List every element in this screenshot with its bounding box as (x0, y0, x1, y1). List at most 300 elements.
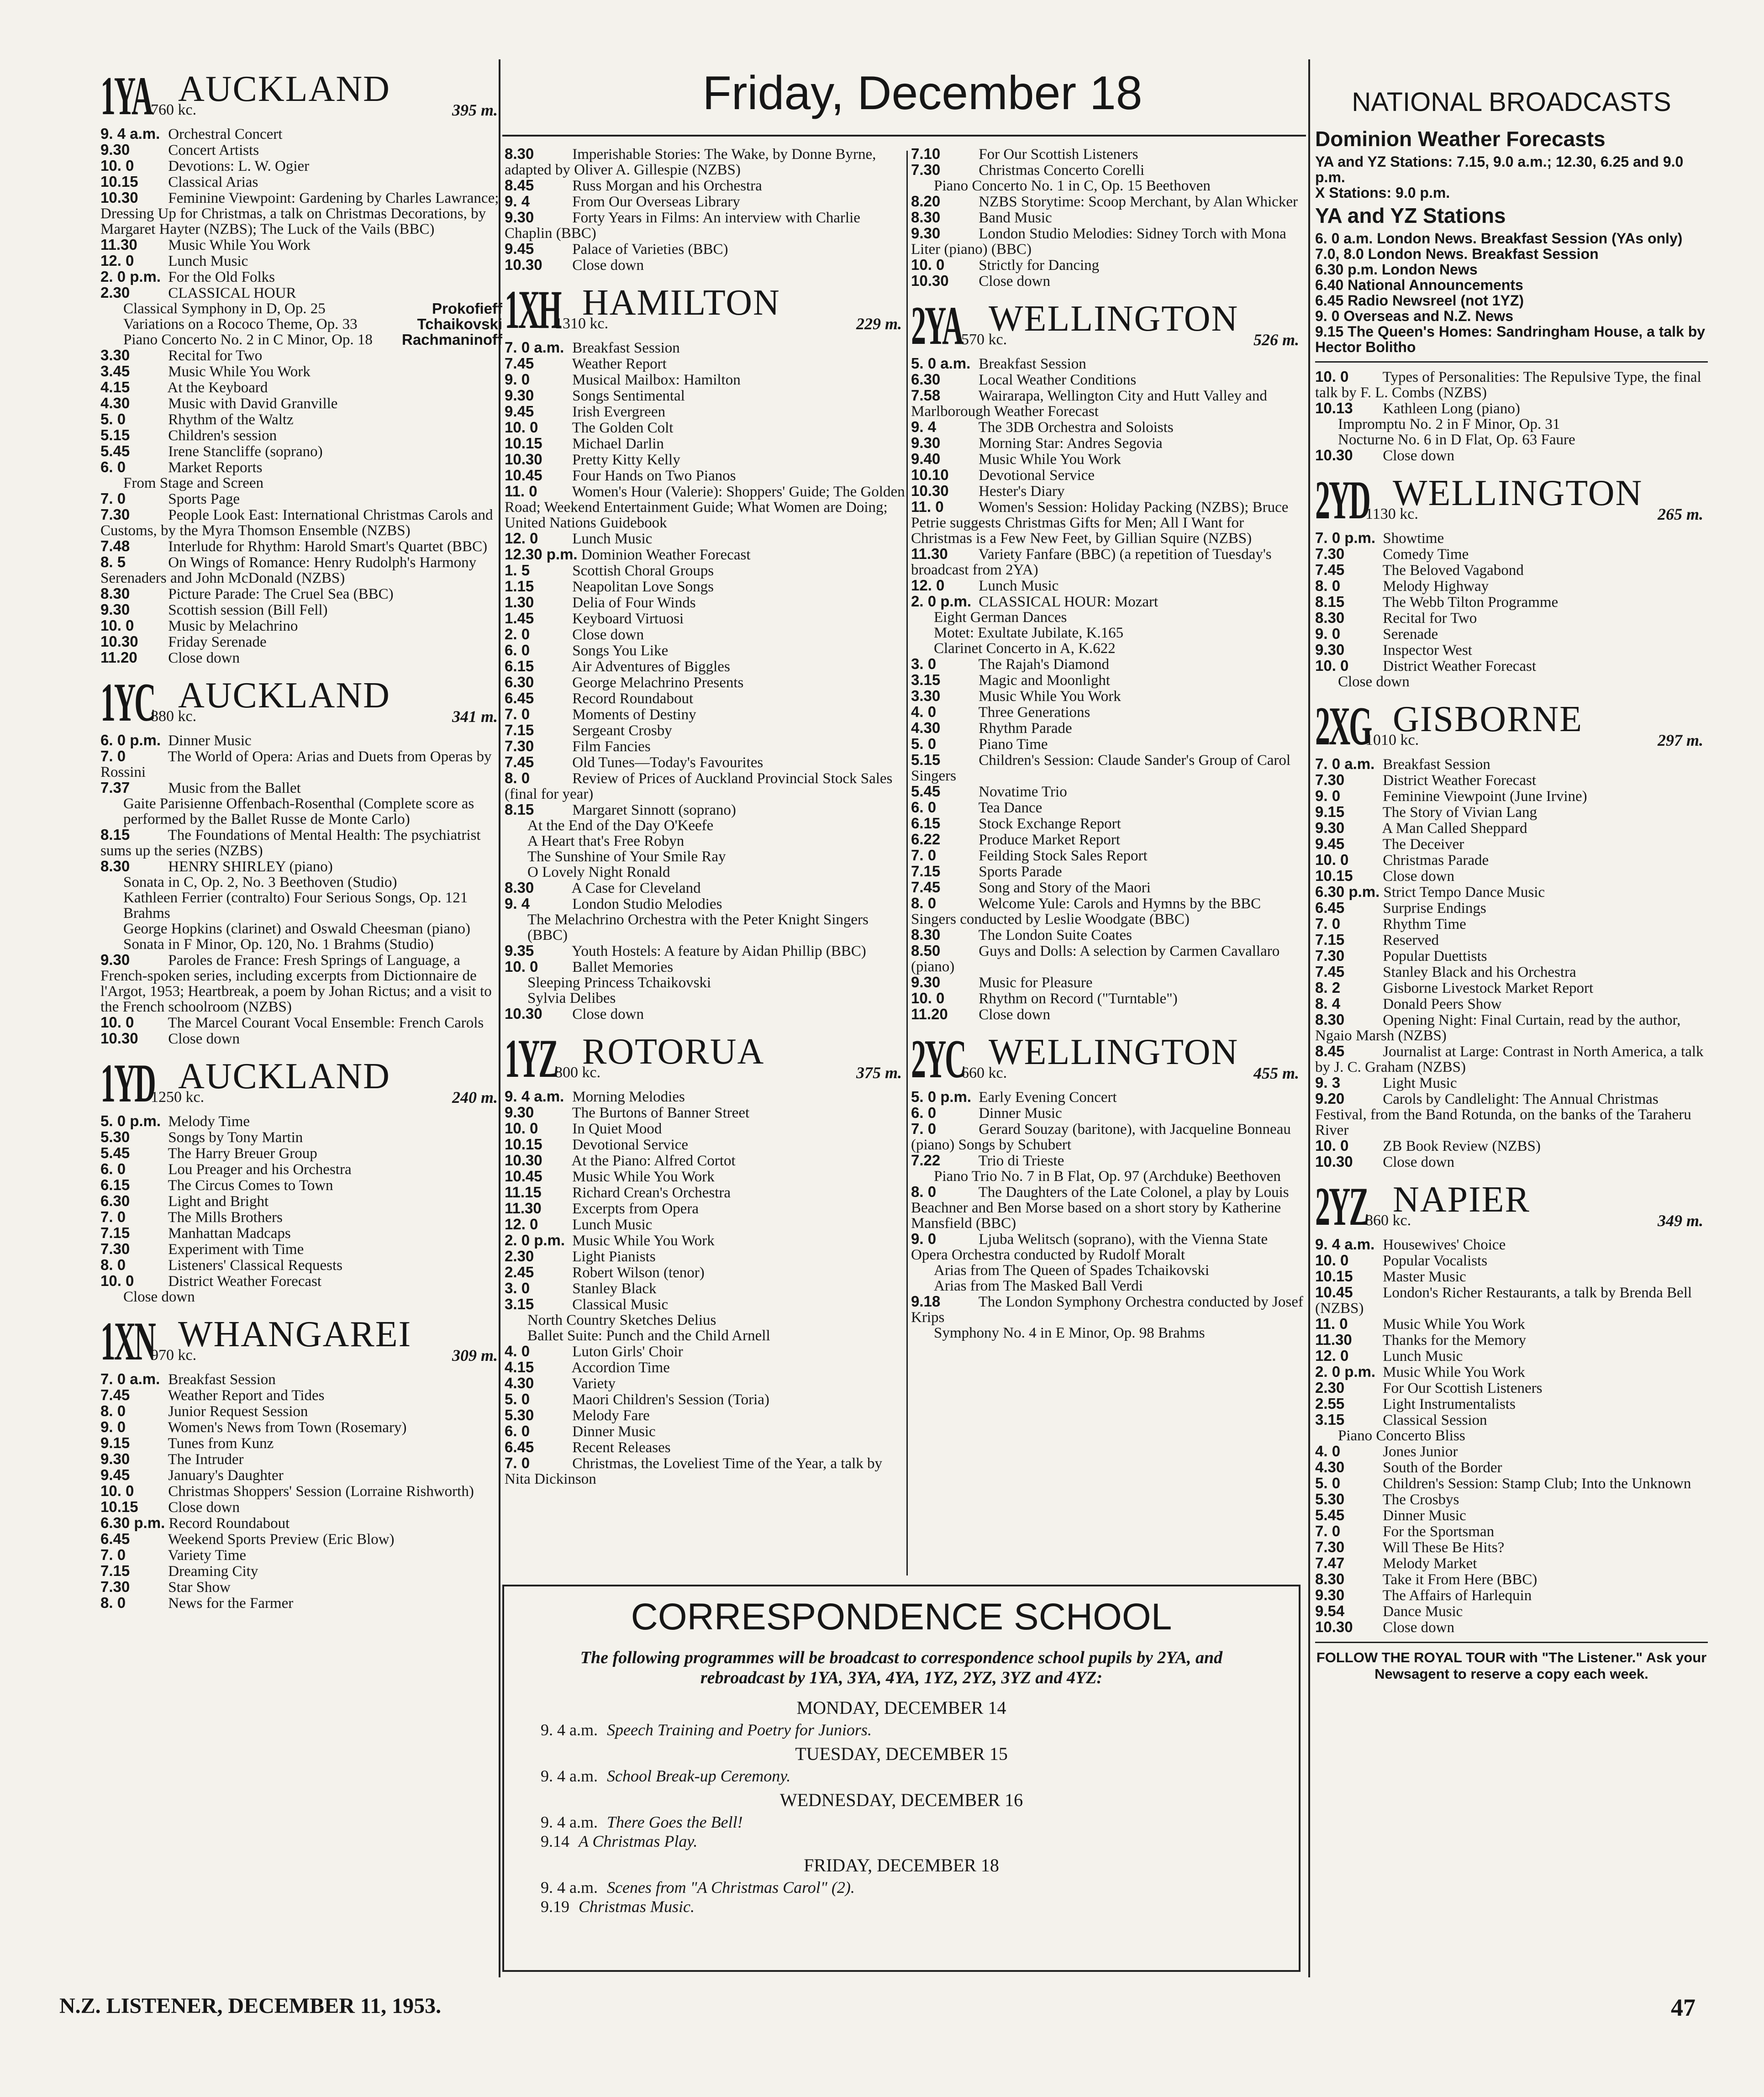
programme-title: Guys and Dolls: A selection by Carmen Cavallaro (piano) (911, 943, 1280, 975)
programme-item (1315, 804, 1708, 820)
programme-item (1315, 1459, 1708, 1475)
programme-item (505, 1249, 906, 1265)
programme-time: 9.30 (1315, 641, 1345, 658)
programme-item (100, 1209, 502, 1225)
programme-time: 9.20 (1315, 1090, 1345, 1107)
programme-item (911, 672, 1304, 688)
programme-time: 10.15 (100, 173, 138, 190)
programme-item (1315, 1380, 1708, 1396)
programme-time: 10.15 (100, 1498, 138, 1515)
programme-time: 7. 0 a.m. (1315, 755, 1375, 772)
station-call-sign: 1YD (100, 1053, 155, 1113)
column-2 (505, 146, 906, 1487)
weather-heading: Dominion Weather Forecasts (1315, 127, 1606, 151)
programme-item (505, 1006, 906, 1022)
station-wavelength: 395 m. (452, 101, 498, 119)
programme-time: 5. 0 p.m. (100, 1112, 161, 1129)
programme-item (100, 748, 502, 780)
cs-time: 9. 4 a.m. (541, 1721, 598, 1739)
programme-title: Children's Session: Stamp Club; Into the Unknown (1379, 1475, 1691, 1492)
programme-title: Friday Serenade (164, 634, 267, 650)
station-header (100, 1053, 502, 1113)
programme-item (911, 1105, 1304, 1121)
programme-title: Breakfast Session (164, 1371, 276, 1388)
programme-item (505, 388, 906, 404)
programme-title: Nocturne No. 6 in D Flat, Op. 63 Faure (1338, 432, 1575, 448)
programme-item (1315, 1285, 1708, 1316)
programme-title: Band Music (975, 210, 1052, 226)
programme-item (100, 1531, 502, 1547)
programme-title: The World of Opera: Arias and Duets from Operas by Rossini (100, 748, 492, 780)
programme-time: 10. 0 (505, 419, 538, 436)
column-1 (100, 59, 502, 1611)
programme-title: Trio di Trieste (975, 1153, 1064, 1169)
programme-title: Music for Pleasure (975, 975, 1093, 991)
programme-item (505, 1423, 906, 1439)
programme-item (911, 832, 1304, 848)
programme-title: Carols by Candlelight: The Annual Christmas Festival, from the Band Rotunda, on the banks of the Taraheru River (1315, 1091, 1691, 1138)
programme-time: 9. 4 a.m. (1315, 1236, 1375, 1253)
programme-time: 6. 0 p.m. (100, 732, 161, 748)
programme-title: Strictly for Dancing (975, 257, 1100, 274)
station-name: WELLINGTON (1393, 473, 1643, 513)
station-name: AUCKLAND (178, 69, 390, 109)
programme-title: Wairarapa, Wellington City and Hutt Valley and Marlborough Weather Forecast (911, 388, 1267, 420)
programme-title: NZBS Storytime: Scoop Merchant, by Alan Whicker (975, 194, 1298, 210)
programme-time: 8.15 (1315, 593, 1345, 610)
programme-title: Rhythm Parade (975, 720, 1072, 737)
programme-title: Rhythm on Record ("Turntable") (975, 991, 1178, 1007)
programme-item (1315, 948, 1708, 964)
cs-item (541, 1812, 1299, 1832)
programme-item (1315, 610, 1708, 626)
programme-title: The Deceiver (1379, 836, 1464, 853)
programme-item (505, 420, 906, 436)
programme-title: Lunch Music (975, 578, 1059, 594)
programme-item (911, 210, 1304, 226)
programme-item (505, 194, 906, 210)
programme-time: 8. 5 (100, 553, 126, 570)
programme-time: 10. 0 (1315, 851, 1349, 868)
programme-title: Will These Be Hits? (1379, 1539, 1505, 1556)
programme-item (505, 1105, 906, 1121)
programme-title: Donald Peers Show (1379, 996, 1502, 1012)
programme-title: Christmas, the Loveliest Time of the Year, a talk by Nita Dickinson (505, 1455, 883, 1487)
programme-item (505, 864, 906, 880)
programme-title: The Marcel Courant Vocal Ensemble: French Carols (164, 1015, 484, 1031)
programme-time: 6.30 (100, 1192, 130, 1209)
programme-time: 6.45 (100, 1530, 130, 1547)
programme-item (505, 674, 906, 690)
programme-title: Symphony No. 4 in E Minor, Op. 98 Brahms (934, 1325, 1205, 1341)
programme-item (1315, 369, 1708, 400)
programme-time: 10.10 (911, 466, 949, 483)
programme-item (100, 364, 502, 379)
programme-title: Women's News from Town (Rosemary) (164, 1419, 407, 1436)
programme-title: Melody Time (164, 1113, 250, 1130)
programme-title: Christmas Shoppers' Session (Lorraine Rishworth) (164, 1483, 474, 1500)
programme-title: Junior Request Session (164, 1403, 308, 1420)
programme-item (911, 146, 1304, 162)
programme-time: 2.30 (1315, 1379, 1345, 1396)
programme-time: 7.15 (1315, 931, 1345, 948)
programme-item (911, 927, 1304, 943)
programme-time: 7.30 (1315, 947, 1345, 964)
programme-item (100, 1015, 502, 1031)
station-header (1315, 1176, 1708, 1237)
programme-item (911, 1169, 1304, 1184)
programme-time: 9.45 (505, 403, 534, 420)
work-title: Classical Symphony in D, Op. 25 (123, 300, 326, 317)
programme-time: 5.45 (911, 783, 941, 800)
programme-title: Music While You Work (975, 451, 1121, 468)
programme-title: Devotional Service (975, 467, 1095, 484)
programme-item (505, 1265, 906, 1280)
programme-title: Breakfast Session (975, 356, 1086, 372)
programme-item (100, 379, 502, 395)
programme-item (505, 404, 906, 420)
programme-time: 11. 0 (1315, 1315, 1348, 1332)
programme-time: 8.15 (505, 801, 534, 818)
programme-title: Manhattan Madcaps (164, 1225, 291, 1242)
programme-time: 10.30 (505, 1152, 542, 1169)
programme-item (911, 273, 1304, 289)
programme-time: 8.50 (911, 942, 941, 959)
programme-time: 8.20 (911, 193, 941, 210)
programme-title: Close down (1338, 674, 1410, 690)
programme-time: 7.10 (911, 145, 941, 162)
programme-time: 7.30 (100, 1240, 130, 1257)
programme-item (911, 578, 1304, 594)
programme-item (911, 388, 1304, 419)
programme-title: Margaret Sinnott (soprano) (569, 802, 736, 818)
programme-time: 9.30 (911, 225, 941, 242)
programme-title: On Wings of Romance: Henry Rudolph's Harmony Serenaders and John McDonald (NZBS) (100, 554, 477, 586)
programme-title: Three Generations (975, 704, 1090, 721)
programme-time: 7.48 (100, 537, 130, 554)
programme-title: Arias from The Masked Ball Verdi (934, 1278, 1143, 1294)
station-call-sign: 1YZ (505, 1028, 557, 1089)
programme-title: Palace of Varieties (BBC) (569, 241, 728, 258)
national-item: 6.30 p.m. London News (1315, 261, 1478, 278)
programme-item (505, 943, 906, 959)
programme-item (100, 1547, 502, 1563)
programme-time: 10. 0 (100, 157, 134, 174)
programme-item (505, 468, 906, 484)
programme-item (1315, 578, 1708, 594)
station-name: WHANGAREI (178, 1314, 412, 1354)
programme-item (100, 732, 502, 748)
programme-item (911, 483, 1304, 499)
station-wavelength: 341 m. (452, 707, 498, 726)
programme-time: 9.54 (1315, 1602, 1345, 1619)
programme-title: At the Keyboard (164, 379, 268, 396)
programme-item (1315, 1043, 1708, 1075)
programme-item (911, 800, 1304, 816)
station-call-sign: 2YZ (1315, 1176, 1368, 1237)
programme-time: 7.45 (1315, 561, 1345, 578)
column-3 (911, 146, 1304, 1341)
composer: Prokofieff (432, 300, 502, 317)
column-4 (1315, 68, 1708, 1682)
station-wavelength: 526 m. (1253, 331, 1299, 349)
programme-time: 10.30 (1315, 1618, 1353, 1635)
programme-time: 9.45 (505, 240, 534, 257)
programme-title: Dance Music (1379, 1603, 1463, 1620)
programme-time: 9.30 (100, 951, 130, 968)
programme-time: 4.30 (100, 395, 130, 411)
programme-time: 7. 0 (1315, 1523, 1341, 1539)
programme-title: Music While You Work (569, 1169, 715, 1185)
programme-title: Weather Report (569, 356, 667, 372)
programme-item (100, 1193, 502, 1209)
station-wavelength: 240 m. (452, 1088, 498, 1106)
programme-item (1315, 836, 1708, 852)
programme-title: Sonata in C, Op. 2, No. 3 Beethoven (Studio) (123, 874, 397, 890)
programme-title: Arias from The Queen of Spades Tchaikovski (934, 1262, 1210, 1279)
programme-item (100, 1451, 502, 1467)
programme-item (1315, 996, 1708, 1012)
programme-time: 9.15 (1315, 803, 1345, 820)
programme-time: 6.45 (1315, 899, 1345, 916)
programme-title: The Story of Vivian Lang (1379, 804, 1538, 821)
programme-time: 9. 3 (1315, 1074, 1341, 1091)
cs-time: 9. 4 a.m. (541, 1767, 598, 1785)
programme-title: The London Suite Coates (975, 927, 1132, 943)
programme-title: CLASSICAL HOUR: Mozart (975, 594, 1158, 610)
programme-item (1315, 1507, 1708, 1523)
programme-item (100, 1129, 502, 1145)
programme-title: In Quiet Mood (569, 1121, 662, 1137)
page-number: 47 (1671, 1994, 1696, 2021)
programme-title: Sleeping Princess Tchaikovski (527, 975, 711, 991)
station-frequency: 660 kc. (961, 1064, 1007, 1081)
programme-title: Local Weather Conditions (975, 372, 1137, 388)
programme-item (1315, 1539, 1708, 1555)
programme-title: Stanley Black (569, 1280, 657, 1297)
programme-item (911, 736, 1304, 752)
programme-item (505, 738, 906, 754)
programme-item (911, 594, 1304, 610)
programme-title: Lunch Music (569, 531, 653, 547)
programme-item (911, 226, 1304, 257)
programme-time: 11.20 (100, 649, 137, 666)
programme-time: 12. 0 (911, 577, 945, 594)
programme-item (911, 1294, 1304, 1325)
programme-title: Close down (164, 1031, 240, 1047)
programme-item (1315, 1012, 1708, 1043)
programme-item (911, 356, 1304, 372)
programme-title: The Sunshine of Your Smile Ray (527, 848, 726, 865)
programme-time: 12. 0 (505, 1216, 538, 1233)
programme-item (911, 451, 1304, 467)
programme-item (505, 1233, 906, 1249)
publication-footer: N.Z. LISTENER, DECEMBER 11, 1953. (59, 1994, 442, 2018)
programme-item (911, 784, 1304, 800)
station-wavelength: 229 m. (856, 315, 902, 333)
programme-time: 6. 0 (505, 1423, 530, 1439)
programme-time: 6.30 (505, 674, 534, 690)
programme-time: 2.30 (100, 284, 130, 301)
programme-item (1315, 1138, 1708, 1154)
programme-time: 5. 0 (505, 1391, 530, 1407)
column-rule (906, 151, 908, 1575)
programme-title: Gerard Souzay (baritone), with Jacqueline Bonneau (piano) Songs by Schubert (911, 1121, 1291, 1153)
programme-item (505, 1328, 906, 1344)
programme-title: Paroles de France: Fresh Springs of Language, a French-spoken series, including excerpts from Dictionnaire de l'Argot, 1953; Heartbreak, a poem by Johan Rictus; and a visit to the French schoolroom (NZBS) (100, 952, 492, 1015)
programme-item (100, 650, 502, 666)
programme-item (505, 178, 906, 194)
programme-title: Light Pianists (569, 1249, 656, 1265)
programme-item (100, 237, 502, 253)
programme-time: 6.22 (911, 831, 941, 848)
programme-title: Close down (123, 1289, 195, 1305)
programme-title: Types of Personalities: The Repulsive Type, the final talk by F. L. Combs (NZBS) (1315, 369, 1701, 401)
programme-time: 8.30 (1315, 1011, 1345, 1028)
programme-item (100, 190, 502, 237)
programme-time: 10. 0 (100, 1482, 134, 1499)
programme-time: 3.30 (100, 347, 130, 364)
programme-item (100, 395, 502, 411)
programme-time: 4.30 (911, 719, 941, 736)
programme-title: Lunch Music (569, 1217, 653, 1233)
programme-item (100, 348, 502, 364)
programme-title: Recent Releases (569, 1439, 671, 1456)
programme-title: Accordion Time (569, 1359, 670, 1376)
programme-item (1315, 416, 1708, 432)
programme-item (100, 1371, 502, 1387)
programme-title: Close down (1379, 448, 1454, 464)
programme-title: Music While You Work (975, 688, 1121, 705)
programme-time: 9.40 (911, 450, 941, 467)
programme-title: Early Evening Concert (975, 1089, 1117, 1106)
programme-title: The Webb Tilton Programme (1379, 594, 1559, 611)
programme-item (100, 634, 502, 650)
programme-item (505, 722, 906, 738)
programme-time: 6.30 (911, 371, 941, 388)
programme-time: 1.15 (505, 578, 534, 595)
programme-title: Light and Bright (164, 1193, 269, 1210)
programme-title: The Rajah's Diamond (975, 656, 1110, 673)
programme-item (100, 1289, 502, 1305)
programme-time: 10.45 (505, 467, 542, 484)
programme-item (100, 158, 502, 174)
programme-time: 7.15 (100, 1224, 130, 1241)
programme-item (100, 1579, 502, 1595)
programme-title: A Man Called Sheppard (1379, 820, 1527, 837)
programme-title: Irene Stancliffe (soprano) (164, 443, 323, 460)
programme-time: 10.30 (1315, 1153, 1353, 1170)
programme-title: Inspector West (1379, 642, 1472, 659)
programme-title: The Affairs of Harlequin (1379, 1587, 1532, 1604)
programme-title: From Stage and Screen (123, 475, 264, 491)
programme-title: Gisborne Livestock Market Report (1379, 980, 1594, 996)
station-header (1315, 469, 1708, 530)
programme-item (911, 162, 1304, 178)
programme-item (1315, 1587, 1708, 1603)
programme-title: Neapolitan Love Songs (569, 579, 714, 595)
station-header (505, 1028, 906, 1089)
programme-time: 7.15 (911, 863, 941, 880)
programme-title: Piano Concerto Bliss (1338, 1428, 1465, 1444)
programme-item (1315, 868, 1708, 884)
programme-title: Women's Session: Holiday Packing (NZBS); Bruce Petrie suggests Christmas Gifts for Men; All I Want for Christmas is a Few New Feet, by Gillian Squire (NZBS) (911, 499, 1289, 547)
section-rule (1315, 1642, 1708, 1643)
programme-item (911, 688, 1304, 704)
programme-title: Stock Exchange Report (975, 816, 1121, 832)
programme-time: 3. 0 (505, 1280, 530, 1296)
national-item: 6.45 Radio Newsreel (not 1YZ) (1315, 292, 1524, 309)
programme-item (911, 704, 1304, 720)
national-broadcasts-title: NATIONAL BROADCASTS (1352, 87, 1671, 117)
programme-item (505, 991, 906, 1006)
programme-item (1315, 1412, 1708, 1428)
programme-time: 7. 0 (100, 490, 126, 507)
programme-item (1315, 884, 1708, 900)
programme-title: Tea Dance (975, 800, 1043, 816)
programme-item (100, 459, 502, 475)
programme-time: 8. 4 (1315, 995, 1341, 1012)
programme-time: 2.30 (505, 1248, 534, 1265)
programme-title: Youth Hostels: A feature by Aidan Phillip (BBC) (569, 943, 866, 959)
programme-title: Old Tunes—Today's Favourites (569, 754, 764, 771)
programme-title: At the End of the Day O'Keefe (527, 817, 714, 834)
programme-time: 10. 0 (1315, 1252, 1349, 1269)
programme-title: Moments of Destiny (569, 706, 696, 723)
programme-time: 10.45 (1315, 1284, 1353, 1301)
programme-item (911, 656, 1304, 672)
cs-item (541, 1720, 1299, 1739)
programme-item (1315, 530, 1708, 546)
programme-item (505, 1439, 906, 1455)
programme-item (100, 253, 502, 269)
programme-time: 11.20 (911, 1006, 948, 1022)
programme-title: Variety (569, 1375, 616, 1392)
programme-time: 4. 0 (911, 703, 937, 720)
programme-time: 6.15 (100, 1176, 130, 1193)
programme-item (100, 554, 502, 586)
programme-time: 3.15 (505, 1296, 534, 1312)
programme-item (911, 178, 1304, 194)
programme-item (100, 285, 502, 301)
programme-title: Comedy Time (1379, 546, 1469, 563)
programme-item (1315, 448, 1708, 464)
programme-time: 2. 0 p.m. (911, 593, 972, 610)
programme-item (505, 611, 906, 627)
programme-title: Richard Crean's Orchestra (569, 1185, 731, 1201)
programme-title: For Our Scottish Listeners (1379, 1380, 1543, 1396)
programme-item (1315, 1075, 1708, 1091)
programme-time: 7.45 (505, 753, 534, 770)
programme-item (100, 1435, 502, 1451)
programme-title: George Melachrino Presents (569, 674, 744, 691)
programme-time: 9. 4 a.m. (100, 125, 160, 142)
programme-time: 2. 0 p.m. (505, 1232, 565, 1249)
programme-title: Close down (1379, 868, 1454, 885)
station-name: AUCKLAND (178, 675, 390, 716)
programme-time: 11. 0 (505, 483, 537, 500)
programme-time: 8.30 (100, 585, 130, 602)
programme-title: For the Old Folks (164, 269, 275, 285)
programme-item (100, 427, 502, 443)
station-frequency: 970 kc. (151, 1347, 197, 1364)
programme-title: Star Show (164, 1579, 231, 1596)
programme-time: 10.15 (1315, 867, 1353, 884)
programme-item (505, 706, 906, 722)
programme-title: HENRY SHIRLEY (piano) (164, 859, 333, 875)
programme-item (1315, 658, 1708, 674)
station-call-sign: 2YA (911, 295, 963, 356)
